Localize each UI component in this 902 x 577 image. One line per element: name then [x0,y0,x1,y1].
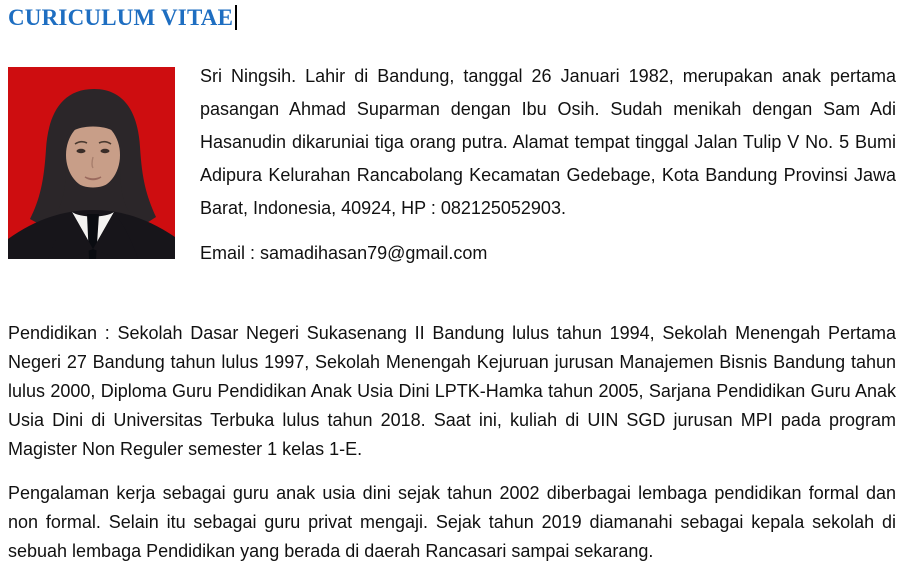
portrait-illustration [8,67,175,259]
text-cursor [235,5,237,30]
left-eye [77,149,86,153]
bio-text-column [200,60,896,270]
bio-paragraph: Sri Ningsih. Lahir di Bandung, tanggal 26 Januari 1982, merupakan anak pertama pasangan Ahmad Suparman dengan Ibu Osih. Sudah menikah dengan Sam Adi Hasanudin dikaruniai tiga orang putra. Alamat tempat tinggal Jalan Tulip V No. 5 Bumi Adipura Kelurahan Rancabolang Kecamatan Gedebage, Kota Bandung Provinsi Jawa Barat, Indonesia, 40924, HP : 082125052903. [200,66,896,218]
page-title: CURICULUM VITAE [8,5,234,30]
email-line: Email : samadihasan79@gmail.com [200,243,488,263]
experience-paragraph: Pengalaman kerja sebagai guru anak usia dini sejak tahun 2002 diberbagai lembaga pendidikan formal dan non formal. Selain itu sebagai guru privat mengaji. Sejak tahun 2019 diamanahi sebagai kepala sekolah di sebuah lembaga Pendidikan yang berada di daerah Rancasari sampai sekarang. [8,483,896,561]
document-title-row [8,4,237,32]
right-eye [101,149,110,153]
profile-photo [8,67,175,259]
education-paragraph: Pendidikan : Sekolah Dasar Negeri Sukasenang II Bandung lulus tahun 1994, Sekolah Menengah Pertama Negeri 27 Bandung tahun lulus 1997, Sekolah Menengah Kejuruan jurusan Manajemen Bisnis Bandung tahun lulus 2000, Diploma Guru Pendidikan Anak Usia Dini LPTK-Hamka tahun 2005, Sarjana Pendidikan Guru Anak Usia Dini di Universitas Terbuka lulus tahun 2018. Saat ini, kuliah di UIN SGD jurusan MPI pada program Magister Non Reguler semester 1 kelas 1-E. [8,323,896,459]
